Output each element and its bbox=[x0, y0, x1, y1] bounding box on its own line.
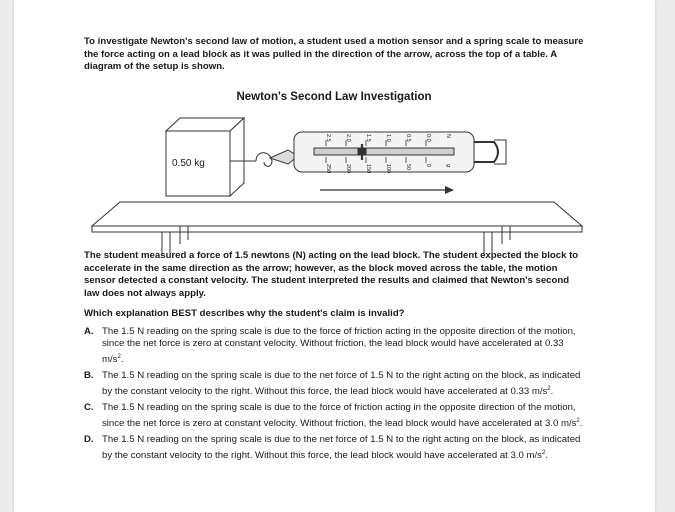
choice-period: . bbox=[550, 386, 554, 397]
scale-n-tick: 2.5 bbox=[325, 134, 331, 142]
worksheet-page bbox=[14, 0, 655, 512]
figure-title: Newton's Second Law Investigation bbox=[236, 91, 432, 103]
scale-g-tick: 150 bbox=[365, 164, 371, 174]
choice-c[interactable] bbox=[84, 402, 584, 430]
choice-period: . bbox=[120, 354, 124, 365]
choice-exponent: 2 bbox=[547, 385, 551, 392]
scale-n-tick: 0.5 bbox=[405, 134, 411, 142]
lead-block bbox=[166, 118, 244, 196]
table-top bbox=[92, 202, 582, 226]
choice-text: The 1.5 N reading on the spring scale is due to the net force of 1.5 N to the right acting on the block, as indicated by the constant velocity to the right. Without this force, the lead block would have accelerated at 3.0 m/s bbox=[102, 434, 581, 461]
scale-n-tick: 0.0 bbox=[425, 134, 431, 142]
table-edge bbox=[92, 226, 582, 232]
scale-n-tick: 1.0 bbox=[385, 134, 391, 142]
results-paragraph: The student measured a force of 1.5 newtons (N) acting on the lead block. The student expected the block to accelerate in the same direction as the arrow; however, as the block moved across the table, the motion sensor detected a constant velocity. The student interpreted the results and claimed that Newton's second law does not always apply. bbox=[84, 250, 579, 299]
setup-diagram bbox=[84, 106, 584, 256]
scale-n-tick: 1.5 bbox=[365, 134, 371, 142]
scale-g-unit: g bbox=[445, 164, 451, 168]
choice-exponent: 2 bbox=[117, 353, 121, 360]
block-mass-label: 0.50 kg bbox=[172, 158, 205, 169]
choice-text: The 1.5 N reading on the spring scale is due to the force of friction acting in the opposite direction of the motion, since the net force is zero at constant velocity. Without friction, the lead block would have accelerated at 3.0 m/s bbox=[102, 402, 577, 429]
choice-letter: D. bbox=[84, 434, 94, 446]
choice-b[interactable] bbox=[84, 370, 584, 398]
intro-text: To investigate Newton's second law of motion, a student used a motion sensor and a spring scale to measure the force acting on a lead block as it was pulled in the direction of the arrow, across the top of a table. A diagram of the setup is shown. bbox=[84, 36, 584, 73]
direction-arrow bbox=[320, 186, 454, 194]
scale-g-tick: 100 bbox=[385, 164, 391, 174]
choice-text: The 1.5 N reading on the spring scale is due to the net force of 1.5 N to the right acting on the block, as indicated by the constant velocity to the right. Without this force, the lead block would have accelerated at 0.33 m/s bbox=[102, 370, 581, 397]
choice-exponent: 2 bbox=[541, 449, 546, 456]
choice-letter: A. bbox=[84, 326, 94, 337]
choice-exponent: 2 bbox=[576, 417, 580, 424]
choice-letter: C. bbox=[84, 402, 94, 414]
scale-n-unit: N bbox=[445, 134, 451, 138]
choice-period: . bbox=[545, 450, 548, 461]
choice-letter: B. bbox=[84, 370, 94, 382]
question-stem: Which explanation BEST describes why the student's claim is invalid? bbox=[84, 308, 405, 319]
scale-g-tick: 50 bbox=[405, 164, 411, 171]
scale-g-tick: 0 bbox=[425, 164, 431, 168]
scale-n-tick: 2.0 bbox=[345, 134, 351, 142]
question-content bbox=[84, 36, 584, 461]
choice-a[interactable] bbox=[84, 326, 584, 366]
choice-period: . bbox=[579, 418, 583, 429]
choice-text: The 1.5 N reading on the spring scale is due to the force of friction acting in the opposite direction of the motion, since the net force is zero at constant velocity. Without friction, the lead block would have accelerated at 0.33 m/s bbox=[102, 326, 576, 365]
choice-d[interactable] bbox=[84, 434, 584, 462]
answer-choices bbox=[84, 326, 584, 466]
scale-g-tick: 250 bbox=[325, 164, 331, 174]
scale-g-tick: 200 bbox=[345, 164, 351, 174]
